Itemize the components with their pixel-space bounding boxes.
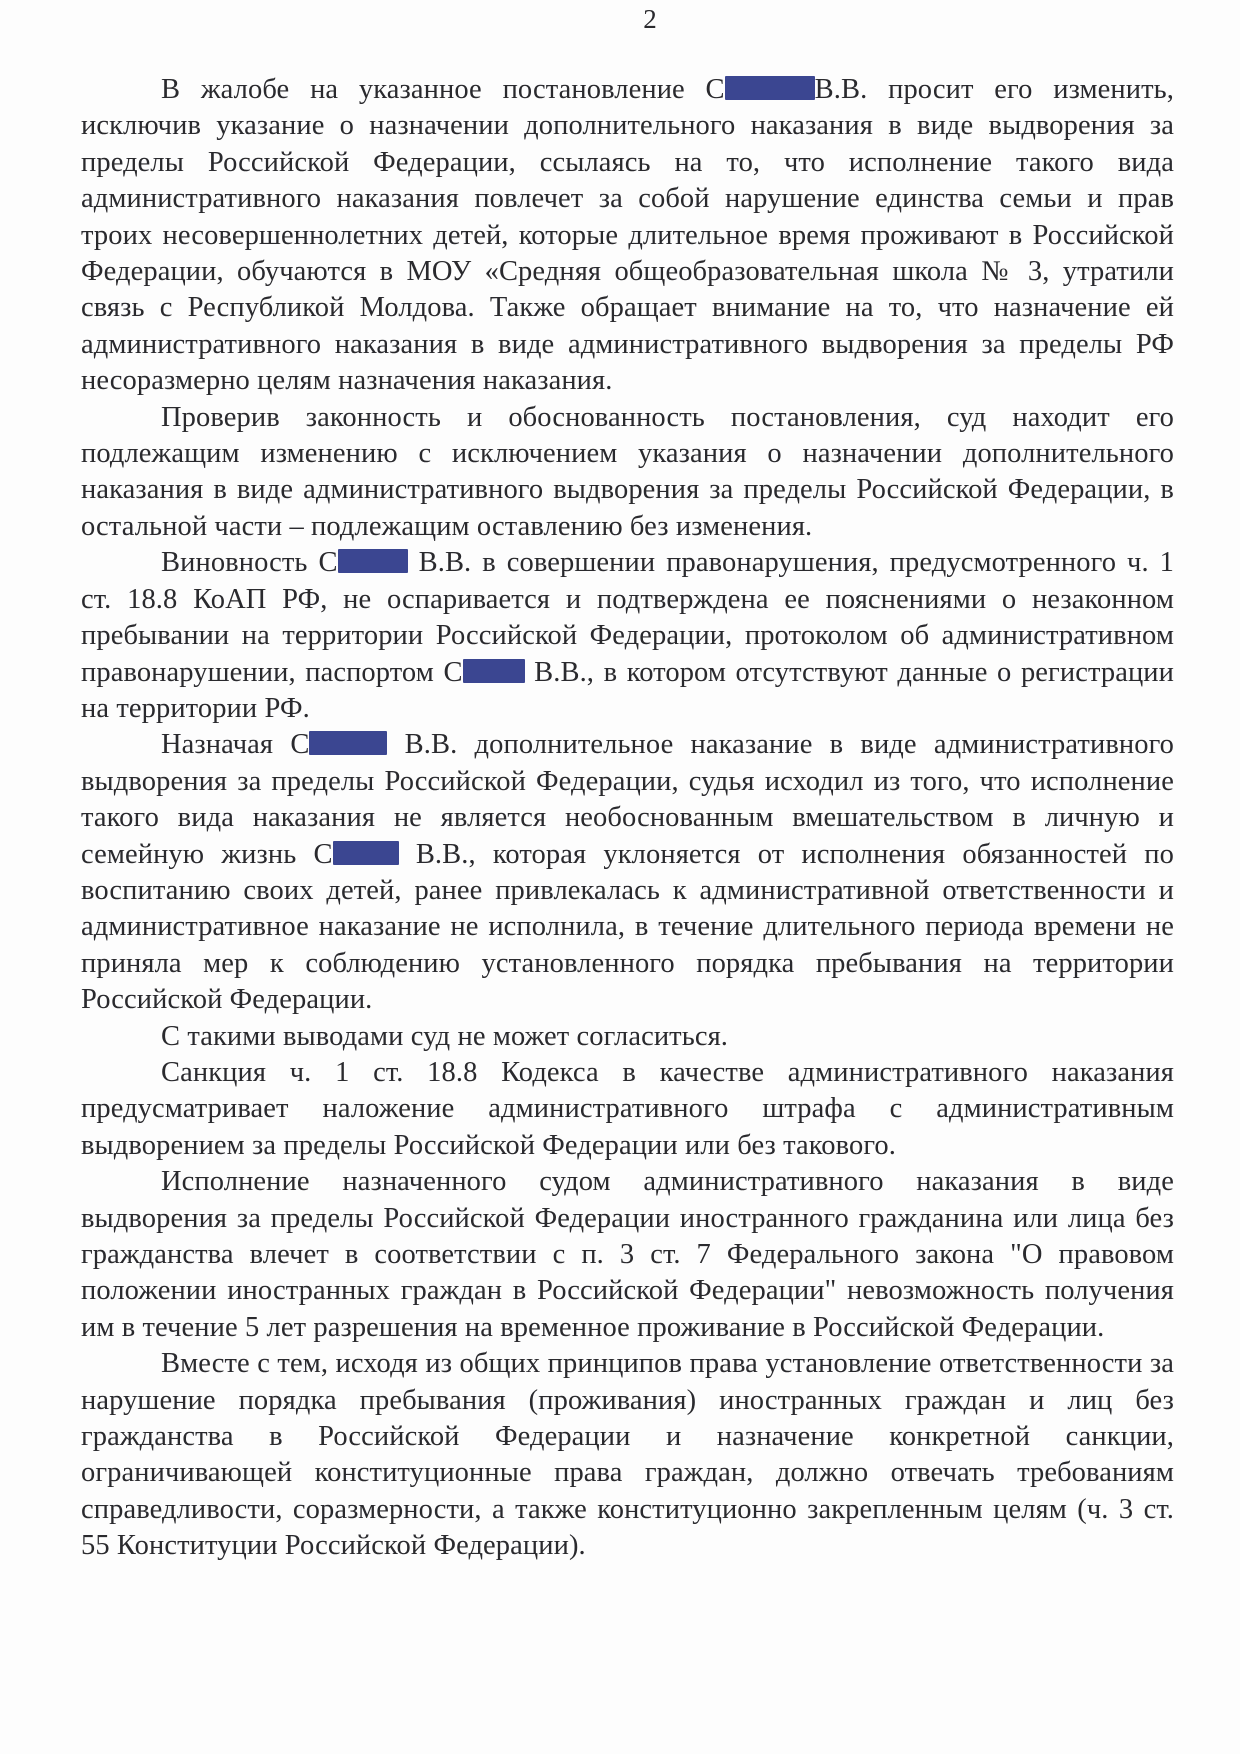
redaction-block [333,841,399,865]
redaction-block [309,731,387,755]
paragraph-text: В.В. в совершении правонарушения, предусмотренного ч. 1 ст. 18.8 КоАП РФ, не оспаривается и подтверждена ее пояснениями о незаконном пребывании на территории Российской Федерации, протоколом об административном правонарушении, паспортом С [81,547,1175,688]
redaction-block [463,659,525,683]
paragraph-text: В.В. просит его изменить, исключив указание о назначении дополнительного наказания в виде выдворения за пределы Российской Федерации, ссылаясь на то, что исполнение такого вида административного наказания повлечет за собой нарушение единства семьи и прав троих несовершеннолетних детей, которые длительное время проживают в Российской Федерации, обучаются в МОУ «Средняя общеобразовательная школа № 3, утратили связь с Республикой Молдова. Также обращает внимание на то, что назначение ей административного наказания в виде административного выдворения за пределы РФ несоразмерно целям назначения наказания. [81,74,1174,397]
paragraph-text: В.В., которая уклоняется от исполнения обязанностей по воспитанию своих детей, ранее привлекалась к административной ответственности и административное наказание не исполнила, в течение длительного периода времени не приняла мер к соблюдению установленного порядка пребывания на территории Российской Федерации. [81,838,1175,1016]
paragraph-text: В.В. дополнительное наказание в виде административного выдворения за пределы Российской Федерации, судья исходил из того, что исполнение такого вида наказания не является необоснованным вмешательством в личную и семейную жизнь С [81,729,1175,870]
paragraph-text: В жалобе на указанное постановление С [161,74,725,105]
paragraph-sanction: Санкция ч. 1 ст. 18.8 Кодекса в качестве административного наказания предусматривает наложение административного штрафа с административным выдворением за пределы Российской Федерации или без такового. [81,1056,1174,1161]
page-number: 2 [643,4,657,34]
paragraph-sentence [81,727,1174,1018]
redaction-block [338,549,408,573]
paragraph-execution: Исполнение назначенного судом административного наказания в виде выдворения за пределы Российской Федерации иностранного гражданина или лица без гражданства влечет в соответствии с п. 3 ст. 7 Федерального закона "О правовом положении иностранных граждан в Российской Федерации" невозможность получения им в течение 5 лет разрешения на временное проживание в Российской Федерации. [81,1166,1174,1343]
paragraph-disagree: С такими выводами суд не может согласиться. [161,1020,729,1052]
redaction-block [725,76,815,100]
paragraph-text: В.В., в котором отсутствуют данные о регистрации на территории РФ. [81,656,1175,724]
paragraph-principles: Вместе с тем, исходя из общих принципов права установление ответственности за нарушение порядка пребывания (проживания) иностранных граждан и лиц без гражданства в Российской Федерации и назначение конкретной санкции, ограничивающей конституционные права граждан, должно отвечать требованиям справедливости, соразмерности, а также конституционно закрепленным целям (ч. 3 ст. 55 Конституции Российской Федерации). [81,1348,1174,1562]
paragraph-guilt [81,545,1174,727]
paragraph-text: Назначая С [161,729,310,761]
paragraph-text: Виновность С [161,547,338,579]
paragraph-complaint [81,72,1174,400]
paragraph-court-review: Проверив законность и обоснованность постановления, суд находит его подлежащим изменению с исключением указания о назначении дополнительного наказания в виде административного выдворения за пределы Российской Федерации, в остальной части – подлежащим оставлению без изменения. [81,401,1174,542]
